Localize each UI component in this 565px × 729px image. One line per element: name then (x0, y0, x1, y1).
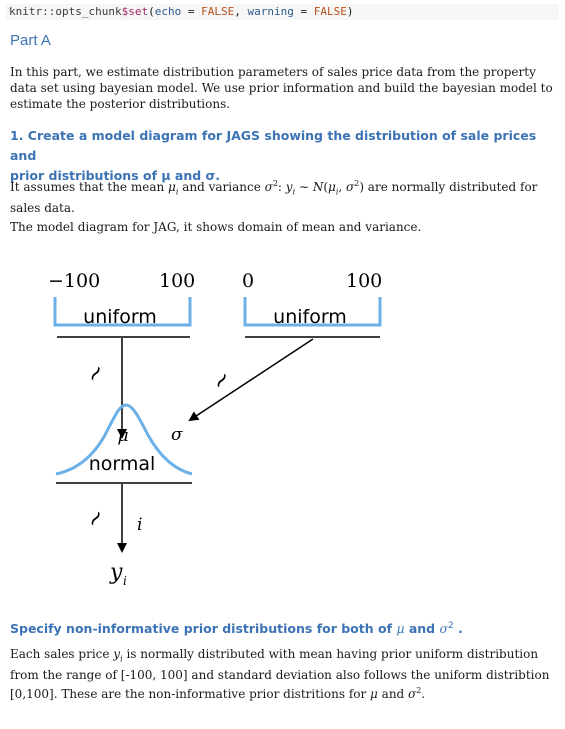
text-run: It assumes that the mean (10, 180, 169, 194)
math-mu: μ (370, 687, 378, 702)
right-uniform-label: uniform (273, 306, 347, 328)
text-run: and variance (178, 180, 265, 194)
code-arg-name: echo (154, 5, 182, 18)
mu-symbol: μ (117, 426, 129, 446)
text-run: ) are normally distributed for (359, 180, 538, 194)
math-sigma: σ (346, 180, 355, 194)
text-run: Specify non-informative prior distributions for both of (10, 621, 397, 637)
section1-heading-line1: 1. Create a model diagram for JAGS showing the distribution of sale prices and (10, 128, 537, 163)
math-sub: i (292, 187, 296, 197)
tilde-mu: ~ (80, 358, 112, 389)
code-arg-name: warning (247, 5, 294, 18)
tilde-y: ~ (80, 503, 112, 534)
math-sup: 2 (354, 179, 360, 188)
math-N: N (312, 180, 324, 194)
code-equals: = (181, 5, 202, 18)
math-mu: μ (168, 180, 176, 194)
index-i: i (137, 515, 143, 535)
math-sup: 2 (416, 686, 422, 696)
section1-heading-line2: prior distributions of μ and σ. (10, 168, 221, 183)
code-equals: = (293, 5, 314, 18)
math-sigma: σ (439, 621, 449, 637)
normal-label: normal (88, 453, 156, 475)
math-y: y (113, 647, 121, 661)
math-mu: μ (328, 180, 336, 194)
text-run: : (277, 180, 286, 194)
text-run: and (377, 687, 409, 702)
left-range-low: −100 (48, 270, 101, 292)
para2-line2: from the range of [-100, 100] and standard deviation also follows the uniform distribtion (10, 668, 550, 683)
section2-paragraph (10, 646, 555, 702)
code-separator: , (234, 5, 248, 18)
right-range-high: 100 (346, 270, 383, 292)
math-sub: i (120, 654, 123, 664)
math-y: y (285, 180, 293, 194)
left-range-high: 100 (159, 270, 196, 292)
sigma-symbol: σ (171, 425, 183, 445)
math-sigma: σ (264, 180, 273, 194)
text-run: . (421, 687, 426, 702)
text-run: . (453, 621, 463, 637)
math-mu: μ (396, 621, 405, 637)
para2-line1 (10, 646, 555, 667)
math-sup: 2 (272, 179, 278, 188)
math-sigma: σ (408, 687, 417, 702)
text-run: ∼ (295, 180, 313, 194)
para1-line2: sales data. (10, 201, 75, 216)
model-diagram (40, 255, 400, 600)
para2-line3 (10, 683, 555, 702)
section1-paragraph2: The model diagram for JAG, it shows domain of mean and variance. (10, 220, 422, 234)
left-uniform-label: uniform (83, 306, 157, 328)
code-chunk (6, 4, 559, 20)
code-close-paren: ) (346, 5, 354, 18)
tilde-sigma: ~ (206, 365, 238, 396)
text-run: ( (323, 180, 328, 194)
part-title: Part A (10, 32, 51, 49)
text-run: and (404, 621, 440, 637)
code-arg-value: FALSE (313, 5, 347, 18)
math-sup: 2 (448, 621, 454, 631)
para1-line1 (10, 176, 555, 200)
right-range-low: 0 (242, 270, 255, 292)
code-function: knitr::opts_chunk (9, 5, 122, 18)
text-run: is normally distributed with mean having prior uniform distribution (122, 647, 539, 661)
intro-paragraph: In this part, we estimate distribution parameters of sales price data from the property data set using bayesian model. We use prior information and build the bayesian model to estimate the posterior distributions. (10, 65, 553, 111)
code-open-paren: ( (148, 5, 155, 18)
math-sub: i (175, 187, 179, 197)
math-sub: i (335, 187, 339, 197)
section2-heading (10, 616, 555, 639)
y-subscript: i (123, 574, 127, 588)
y-symbol: y (110, 560, 123, 585)
text-run: , (338, 180, 347, 194)
text-run: Each sales price (10, 647, 114, 661)
code-arg-value: FALSE (201, 5, 235, 18)
section1-paragraph1 (10, 176, 555, 216)
text-run: [0,100]. These are the non-informative prior distritions for (10, 687, 371, 702)
code-operator: $set (121, 5, 149, 18)
